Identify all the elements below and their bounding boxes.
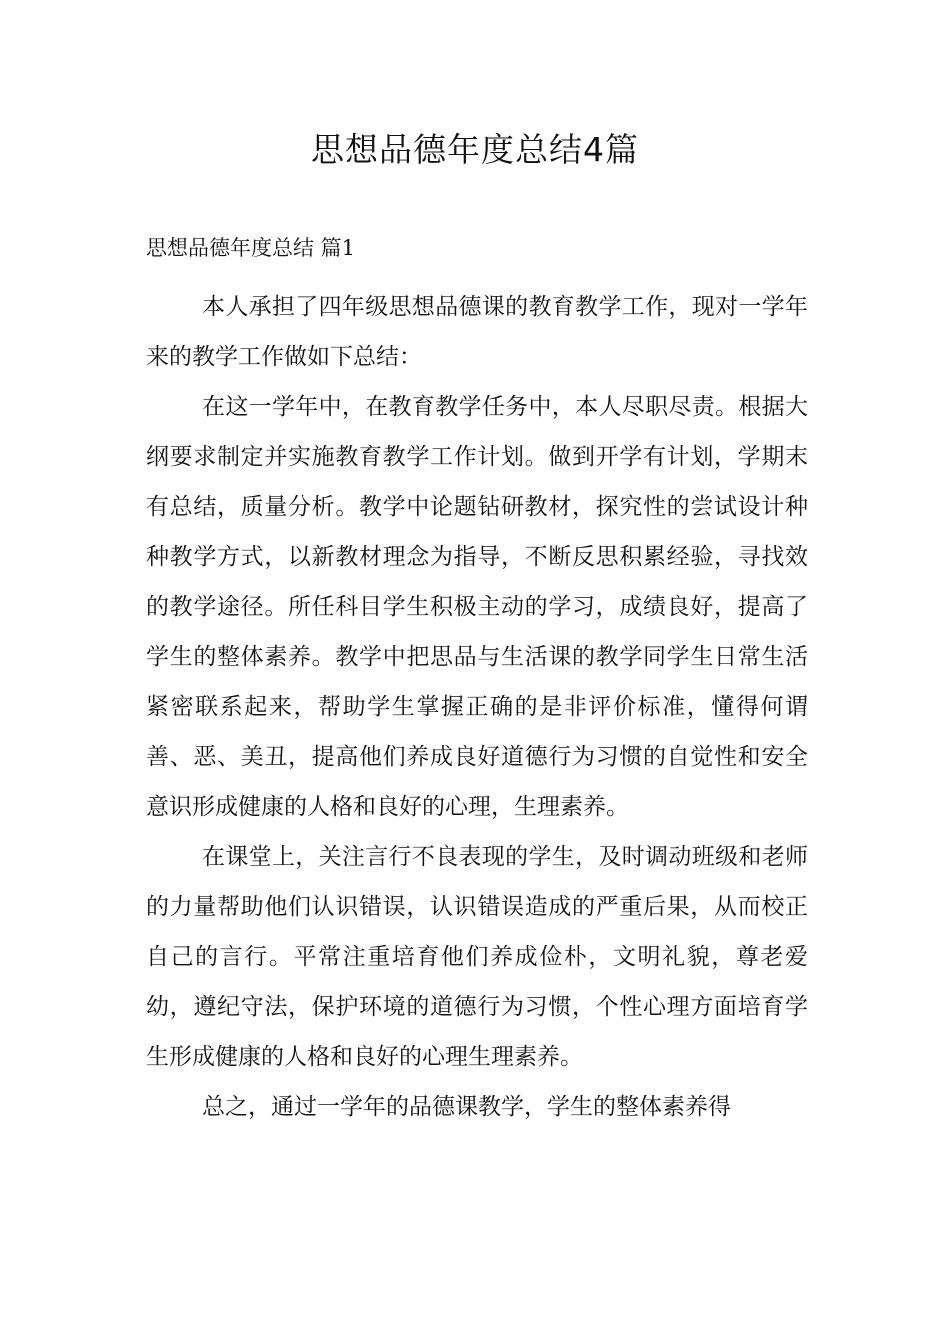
paragraph: 总之，通过一学年的品德课教学，学生的整体素养得 [202, 1094, 731, 1120]
document-body [146, 282, 808, 1132]
document-title: 思想品德年度总结4篇 [311, 130, 639, 169]
section-heading: 思想品德年度总结 篇1 [146, 236, 356, 260]
paragraph: 在课堂上，关注言行不良表现的学生，及时调动班级和老师的力量帮助他们认识错误，认识错误造成的严重后果，从而校正自己的言行。平常注重培育他们养成俭朴，文明礼貌，尊老爱幼，遵纪守法，保护环境的道德行为习惯，个性心理方面培育学生形成健康的人格和良好的心理生理素养。 [146, 844, 808, 1070]
paragraph: 在这一学年中，在教育教学任务中，本人尽职尽责。根据大纲要求制定并实施教育教学工作计划。做到开学有计划，学期末有总结，质量分析。教学中论题钻研教材，探究性的尝试设计种种教学方式，以新教材理念为指导，不断反思积累经验，寻找效的教学途径。所任科目学生积极主动的学习，成绩良好，提高了学生的整体素养。教学中把思品与生活课的教学同学生日常生活紧密联系起来，帮助学生掌握正确的是非评价标准，懂得何谓善、恶、美丑，提高他们养成良好道德行为习惯的自觉性和安全意识形成健康的人格和良好的心理，生理素养。 [146, 394, 808, 820]
paragraph: 本人承担了四年级思想品德课的教育教学工作，现对一学年来的教学工作做如下总结： [146, 294, 808, 370]
